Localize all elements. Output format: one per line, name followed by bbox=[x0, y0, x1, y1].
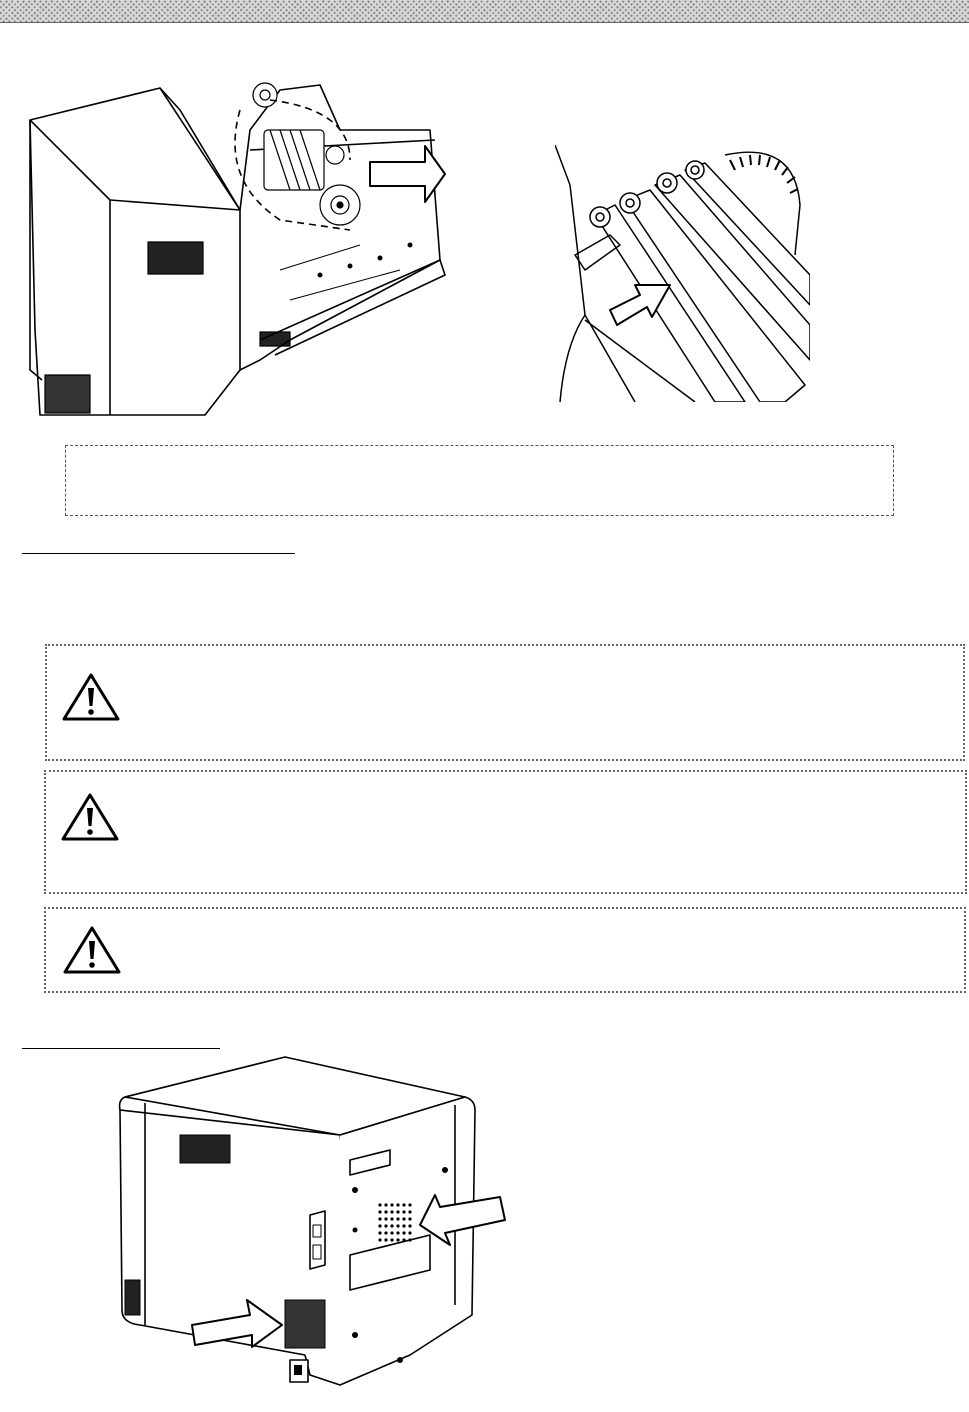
printer-rear-illustration bbox=[110, 1055, 520, 1400]
warning-box-2 bbox=[44, 770, 967, 894]
roller-closeup-illustration bbox=[555, 145, 810, 402]
printer-open-illustration bbox=[20, 70, 460, 420]
warning-box-3 bbox=[44, 907, 966, 993]
warning-triangle-icon bbox=[60, 792, 120, 842]
section-heading-underline bbox=[22, 553, 295, 554]
header-pattern-bar bbox=[0, 0, 969, 23]
warning-triangle-icon bbox=[62, 925, 122, 975]
warning-triangle-icon bbox=[61, 672, 121, 722]
warning-box-1 bbox=[45, 644, 965, 761]
section-heading-underline-2 bbox=[22, 1048, 220, 1049]
note-box bbox=[65, 445, 894, 516]
